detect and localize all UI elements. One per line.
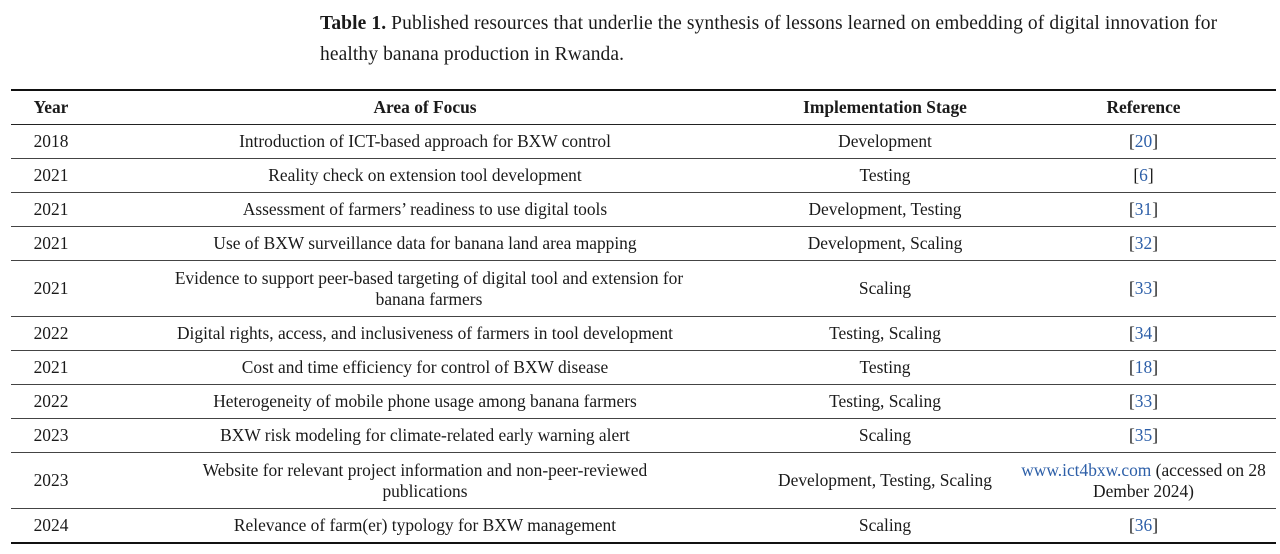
reference-link[interactable]: 32 [1134, 233, 1153, 253]
cell-year: 2022 [33, 391, 69, 411]
cell-area-of-focus: Relevance of farm(er) typology for BXW management [233, 515, 617, 535]
cell-year: 2021 [33, 199, 69, 219]
reference-link[interactable]: 36 [1134, 515, 1153, 535]
cell-stage: Testing, Scaling [829, 323, 941, 343]
cell-year: 2021 [33, 357, 69, 377]
resources-table [11, 89, 1276, 544]
cell-stage: Scaling [858, 515, 912, 535]
table-row [11, 385, 1276, 419]
table-row [11, 227, 1276, 261]
cell-reference: [33] [1129, 391, 1158, 411]
table-row [11, 317, 1276, 351]
cell-stage: Development, Testing [808, 199, 962, 219]
reference-link[interactable]: 31 [1134, 199, 1153, 219]
cell-area-of-focus: Introduction of ICT-based approach for BXW control [239, 131, 611, 151]
table-header-row [11, 90, 1276, 125]
cell-area-of-focus: Evidence to support peer-based targeting of digital tool and extension for banana farmers [174, 267, 684, 309]
table-row [11, 125, 1276, 159]
cell-area-of-focus: Cost and time efficiency for control of BXW disease [241, 357, 609, 377]
cell-year: 2022 [33, 323, 69, 343]
cell-stage: Testing, Scaling [829, 391, 941, 411]
cell-year: 2023 [33, 425, 69, 445]
cell-area-of-focus: Website for relevant project information and non-peer-reviewed publications [202, 459, 648, 501]
cell-area-of-focus: Use of BXW surveillance data for banana land area mapping [213, 233, 637, 253]
table-row [11, 261, 1276, 317]
cell-reference: [20] [1129, 131, 1158, 151]
header-year: Year [33, 97, 69, 117]
cell-reference: [31] [1129, 199, 1158, 219]
table-row [11, 351, 1276, 385]
website-link[interactable]: www.ict4bxw.com [1021, 459, 1152, 480]
cell-year: 2023 [33, 470, 69, 490]
cell-year: 2024 [33, 515, 69, 535]
cell-reference [1011, 453, 1276, 509]
cell-reference: [18] [1129, 357, 1158, 377]
table-row [11, 193, 1276, 227]
header-area-of-focus: Area of Focus [373, 97, 477, 117]
cell-year: 2021 [33, 233, 69, 253]
caption-label: Table 1. [320, 13, 387, 34]
reference-link[interactable]: 33 [1134, 391, 1153, 411]
header-reference: Reference [1106, 97, 1181, 117]
cell-area-of-focus: Digital rights, access, and inclusiveness of farmers in tool development [177, 323, 673, 343]
cell-stage: Development, Scaling [807, 233, 963, 253]
table-row [11, 159, 1276, 193]
table-row [11, 509, 1276, 544]
cell-reference: [32] [1129, 233, 1158, 253]
cell-stage: Scaling [858, 425, 912, 445]
cell-area-of-focus: Assessment of farmers’ readiness to use digital tools [242, 199, 608, 219]
header-implementation-stage: Implementation Stage [803, 97, 967, 117]
reference-link[interactable]: 18 [1134, 357, 1153, 377]
reference-link[interactable]: 33 [1134, 278, 1153, 298]
cell-reference: [34] [1129, 323, 1158, 343]
cell-area-of-focus: Heterogeneity of mobile phone usage among banana farmers [213, 391, 637, 411]
cell-reference: [6] [1133, 165, 1154, 185]
cell-year: 2021 [33, 165, 69, 185]
reference-link[interactable]: 6 [1139, 165, 1148, 185]
cell-stage: Testing [859, 357, 911, 377]
reference-link[interactable]: 20 [1134, 131, 1153, 151]
cell-area-of-focus: BXW risk modeling for climate-related early warning alert [220, 425, 630, 445]
cell-year: 2018 [33, 131, 69, 151]
table-row [11, 453, 1276, 509]
cell-area-of-focus: Reality check on extension tool development [268, 165, 582, 185]
cell-reference: [35] [1129, 425, 1158, 445]
table-caption [320, 8, 1275, 70]
cell-reference: [33] [1129, 278, 1158, 298]
reference-link[interactable]: 34 [1134, 323, 1153, 343]
cell-stage: Scaling [858, 278, 912, 298]
cell-stage: Development, Testing, Scaling [778, 470, 992, 490]
access-note: (accessed on 28 Dember 2024) [1093, 459, 1266, 501]
table-row [11, 419, 1276, 453]
cell-reference: [36] [1129, 515, 1158, 535]
cell-stage: Development [838, 131, 932, 151]
cell-year: 2021 [33, 278, 69, 298]
reference-link[interactable]: 35 [1134, 425, 1153, 445]
cell-stage: Testing [859, 165, 911, 185]
caption-text: Published resources that underlie the synthesis of lessons learned on embedding of digital innovation for healthy banana production in Rwanda. [320, 13, 1218, 65]
